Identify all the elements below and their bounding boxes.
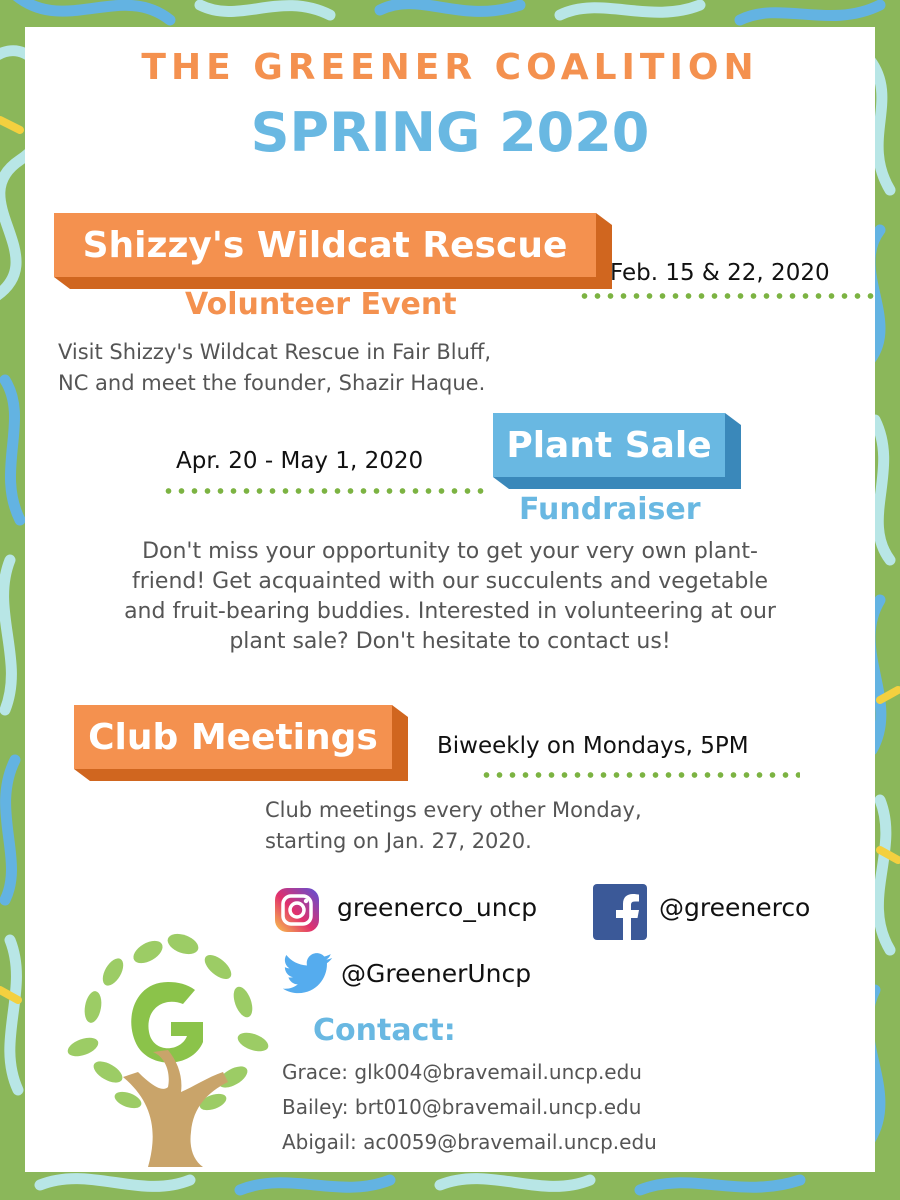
description-line: NC and meet the founder, Shazir Haque. xyxy=(58,371,486,395)
description-line: Club meetings every other Monday, xyxy=(265,798,642,822)
banner-face: Club Meetings xyxy=(74,705,392,769)
plant-sale-subtitle: Fundraiser xyxy=(519,492,701,527)
season-title: SPRING 2020 xyxy=(250,101,650,164)
wildcat-rescue-banner xyxy=(54,213,624,291)
contact-grace[interactable]: Grace: glk004@bravemail.uncp.edu xyxy=(282,1060,642,1084)
description-line: starting on Jan. 27, 2020. xyxy=(265,829,532,853)
club-meetings-banner xyxy=(74,705,420,783)
dotted-divider xyxy=(480,772,800,778)
club-meetings-description xyxy=(265,795,765,857)
contact-list xyxy=(282,1055,657,1160)
contact-abigail[interactable]: Abigail: ac0059@bravemail.uncp.edu xyxy=(282,1130,657,1154)
facebook-handle[interactable]: @greenerco xyxy=(659,893,811,922)
description-line: plant sale? Don't hesitate to contact us! xyxy=(229,629,671,654)
instagram-handle[interactable]: greenerco_uncp xyxy=(337,893,538,922)
wildcat-rescue-date: Feb. 15 & 22, 2020 xyxy=(610,260,830,286)
contact-bailey[interactable]: Bailey: brt010@bravemail.uncp.edu xyxy=(282,1095,642,1119)
plant-sale-banner xyxy=(493,413,753,491)
description-line: friend! Get acquainted with our succulents and vegetable xyxy=(132,569,768,594)
contact-heading: Contact: xyxy=(313,1013,456,1048)
greener-tree-logo xyxy=(53,912,283,1172)
dotted-divider xyxy=(578,293,875,299)
plant-sale-description xyxy=(25,537,875,657)
description-line: and fruit-bearing buddies. Interested in volunteering at our xyxy=(124,599,776,624)
description-line: Don't miss your opportunity to get your very own plant- xyxy=(142,539,758,564)
organization-name: THE GREENER COALITION xyxy=(141,47,759,88)
dotted-divider xyxy=(162,488,487,494)
banner-face: Shizzy's Wildcat Rescue xyxy=(54,213,596,277)
twitter-icon xyxy=(283,953,333,995)
wildcat-rescue-description xyxy=(58,337,598,399)
wildcat-rescue-subtitle: Volunteer Event xyxy=(185,287,457,322)
facebook-icon xyxy=(593,884,647,940)
plant-sale-date: Apr. 20 - May 1, 2020 xyxy=(176,448,424,474)
banner-face: Plant Sale xyxy=(493,413,725,477)
club-meetings-schedule: Biweekly on Mondays, 5PM xyxy=(437,733,749,759)
twitter-handle[interactable]: @GreenerUncp xyxy=(341,959,532,988)
description-line: Visit Shizzy's Wildcat Rescue in Fair Bluff, xyxy=(58,340,492,364)
flyer-card xyxy=(25,27,875,1172)
